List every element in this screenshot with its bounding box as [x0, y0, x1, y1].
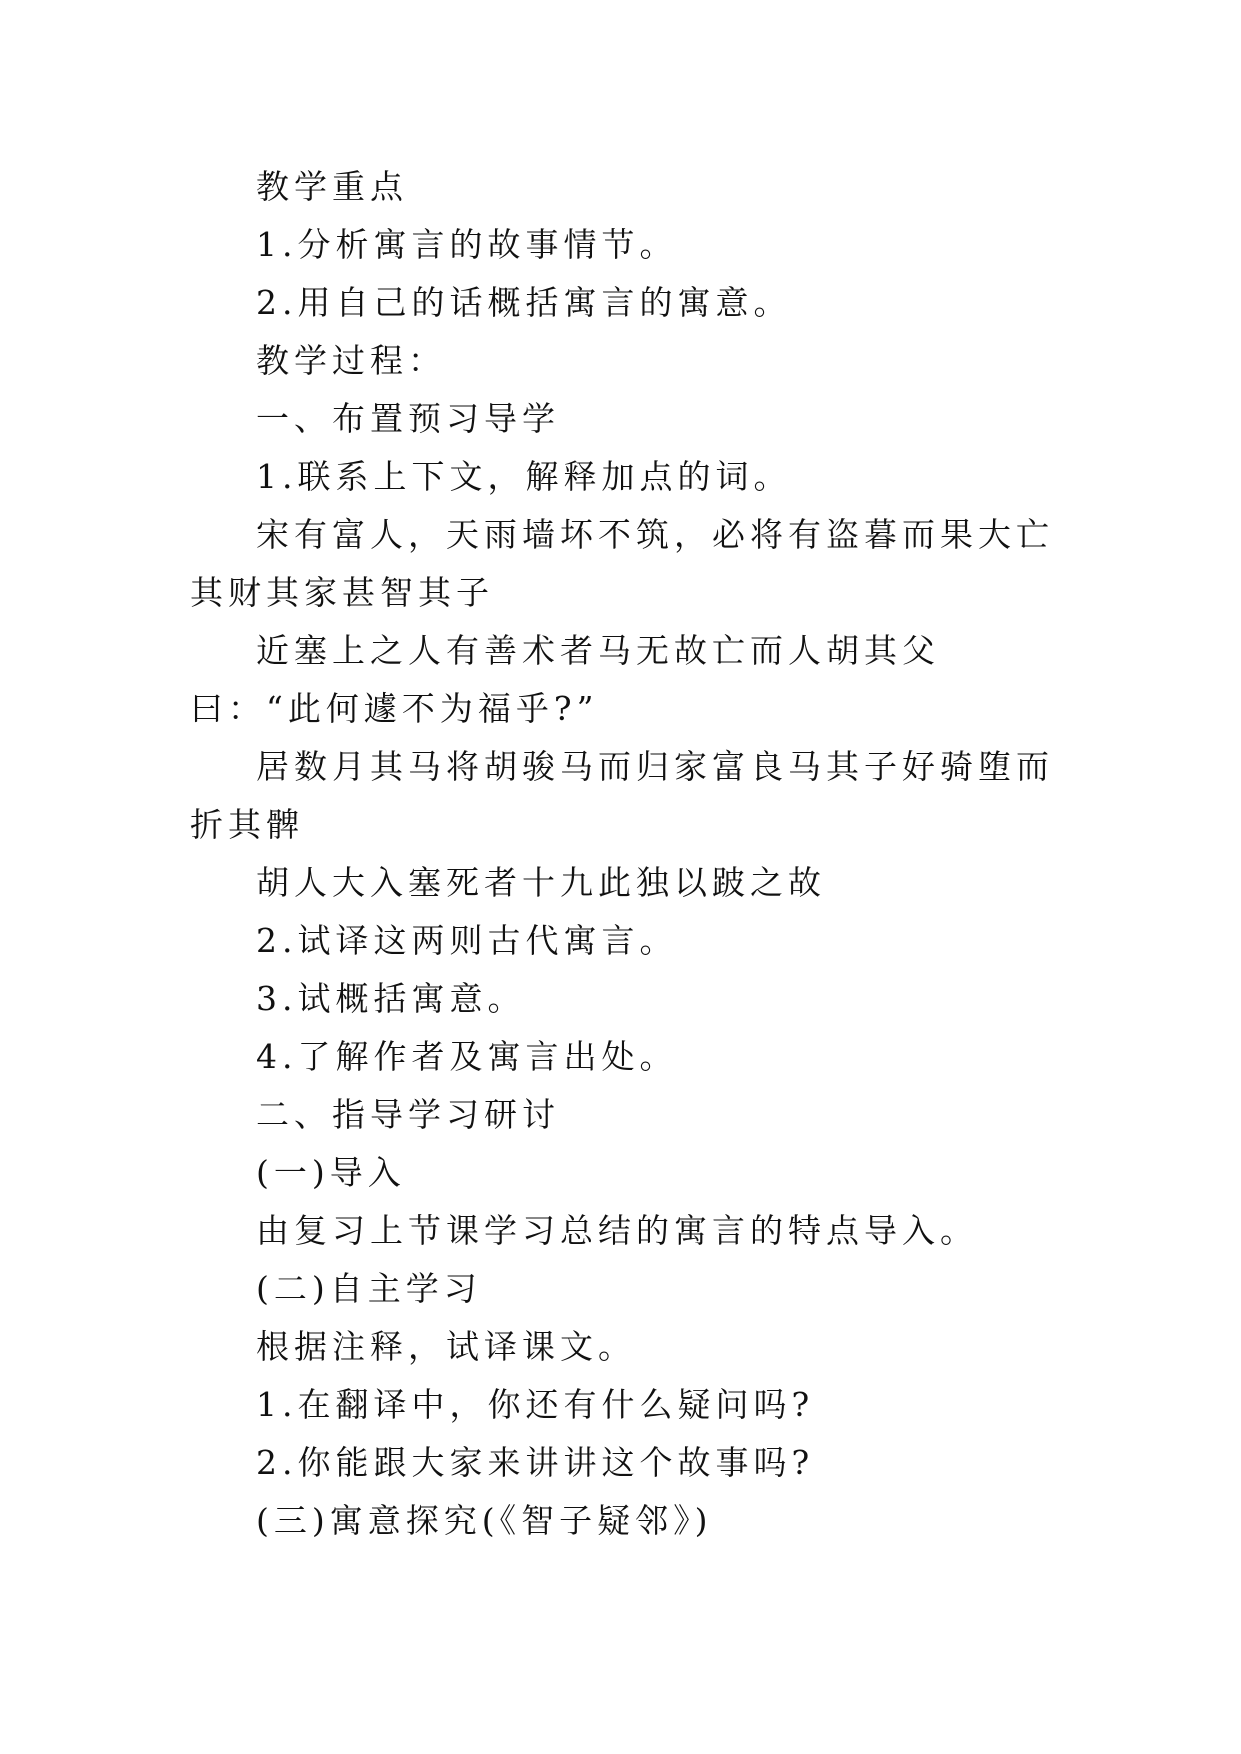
section-heading-teaching-process: 教学过程：: [256, 341, 446, 380]
document-body: [190, 158, 1056, 1550]
self-study-question-1: 1.在翻译中，你还有什么疑问吗?: [256, 1385, 815, 1424]
section-heading-teaching-focus: 教学重点: [256, 167, 408, 206]
self-study-text: 根据注释，试译课文。: [256, 1327, 636, 1366]
preview-item-3: 3.试概括寓意。: [256, 979, 526, 1018]
step-heading-preview: 一、布置预习导学: [256, 399, 560, 438]
preview-item-4: 4.了解作者及寓言出处。: [256, 1037, 678, 1076]
focus-item-1: 1.分析寓言的故事情节。: [256, 225, 678, 264]
sub-heading-introduction: (一)导入: [256, 1153, 406, 1192]
preview-item-2: 2.试译这两则古代寓言。: [256, 921, 678, 960]
text-excerpt-3: 居数月其马将胡骏马而归家富良马其子好骑堕而折其髀: [190, 747, 1054, 844]
preview-item-1: 1.联系上下文，解释加点的词。: [256, 457, 792, 496]
introduction-text: 由复习上节课学习总结的寓言的特点导入。: [256, 1211, 978, 1250]
sub-heading-moral-inquiry: (三)寓意探究(《智子疑邻》): [256, 1501, 713, 1540]
text-excerpt-2: 近塞上之人有善术者马无故亡而人胡其父曰：“此何遽不为福乎?”: [190, 631, 940, 728]
sub-heading-self-study: (二)自主学习: [256, 1269, 482, 1308]
step-heading-guided-study: 二、指导学习研讨: [256, 1095, 560, 1134]
self-study-question-2: 2.你能跟大家来讲讲这个故事吗?: [256, 1443, 815, 1482]
text-excerpt-4: 胡人大入塞死者十九此独以跛之故: [256, 863, 826, 902]
focus-item-2: 2.用自己的话概括寓言的寓意。: [256, 283, 792, 322]
text-excerpt-1: 宋有富人，天雨墙坏不筑，必将有盗暮而果大亡其财其家甚智其子: [190, 515, 1054, 612]
